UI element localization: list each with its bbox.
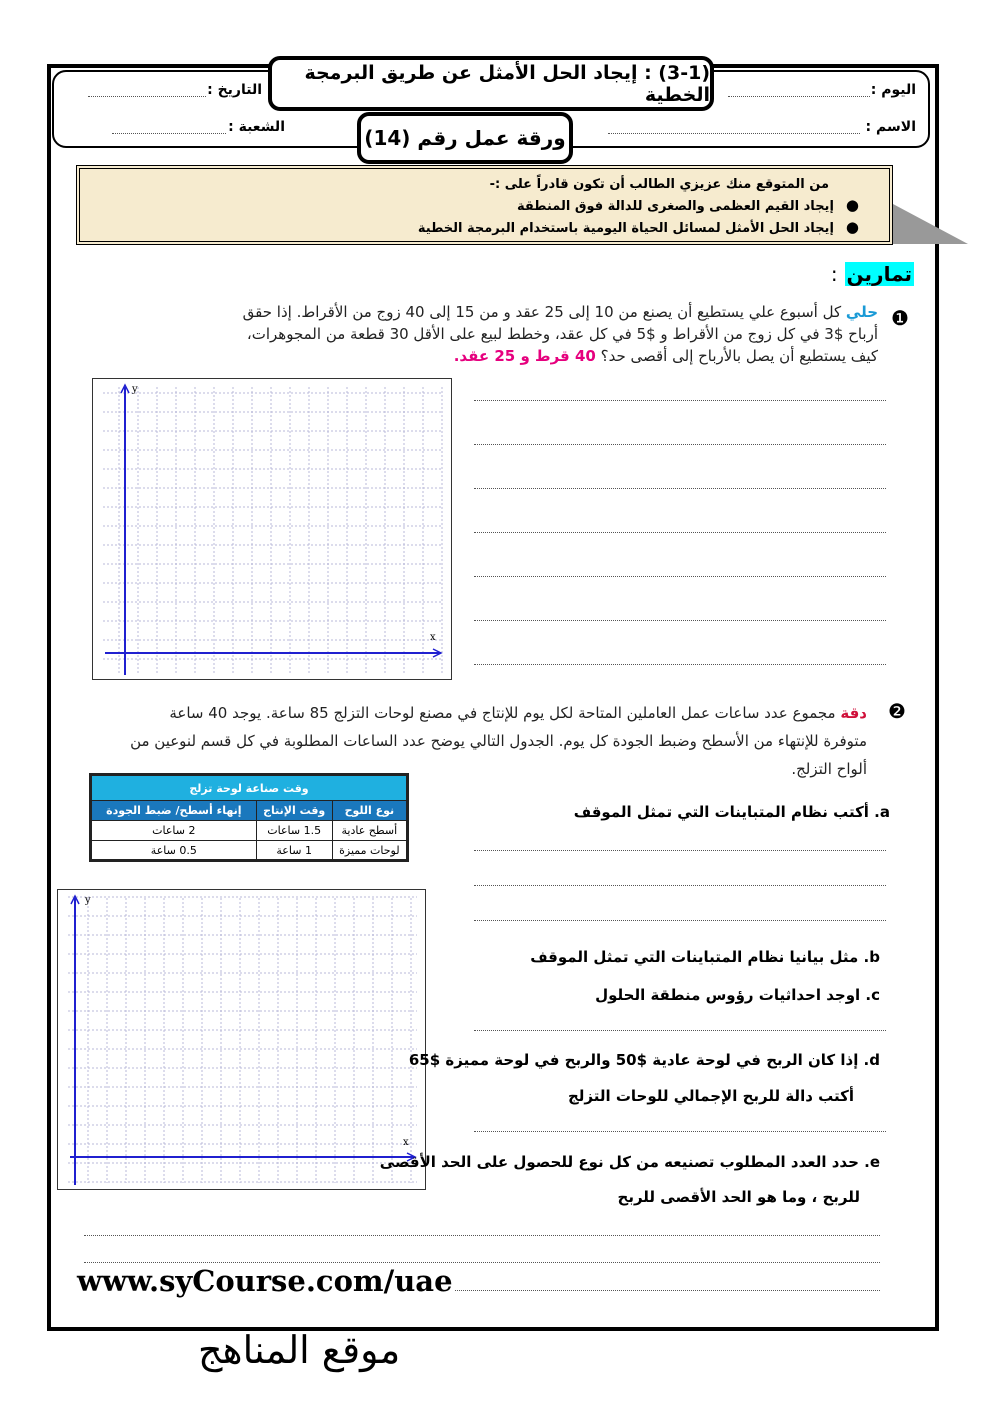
day-field[interactable] <box>728 96 870 97</box>
problem-1-text <box>243 301 878 367</box>
x-axis-label: x <box>403 1137 409 1148</box>
problem-2-tag: دقة <box>840 704 867 722</box>
problem-2-text <box>130 699 867 783</box>
production-time-table <box>89 773 409 862</box>
table-cell: لوحات مميزة <box>332 841 407 861</box>
objectives-intro: من المتوقع منك عزيزي الطالب أن تكون قادراً على :- <box>489 177 829 192</box>
section-label: الشعبة : <box>228 119 285 135</box>
lesson-title: (3-1) : إيجاد الحل الأمثل عن طريق البرمجة الخطية <box>268 56 714 111</box>
question-a: a. أكتب نظام المتباينات التي تمثل الموقف <box>573 803 890 821</box>
exercises-heading: تمارين <box>846 262 912 286</box>
question-e-line2: للربح ، وما هو الحد الأقصى للربح <box>617 1188 860 1206</box>
question-d-line2: أكتب دالة للربح الإجمالي للوحات التزلج <box>567 1087 854 1105</box>
objectives-box <box>76 165 893 245</box>
question-d: d. إذا كان الربح في لوحة عادية $50 والربح في لوحة مميزة $65 <box>408 1051 880 1069</box>
table-header: إنهاء أسطح/ ضبط الجودة <box>91 801 257 821</box>
worksheet-number: ورقة عمل رقم (14) <box>357 112 573 164</box>
site-url[interactable]: www.syCourse.com/uae <box>77 1264 453 1298</box>
table-cell: 2 ساعات <box>91 821 257 841</box>
objective-item: ● إيجاد الحل الأمثل لمسائل الحياة اليومية باستخدام البرمجة الخطية <box>80 217 859 239</box>
problem-2-line: متوفرة للإنتهاء من الأسطح وضبط الجودة كل يوم. الجدول التالي يوضح عدد الساعات المطلوبة في كل قسم لنوعين من <box>130 732 867 750</box>
problem-1-line: كيف يستطيع أن يصل بالأرباح إلى أقصى حد؟ <box>600 347 878 365</box>
problem-1-number: ❶ <box>891 306 909 330</box>
table-row <box>91 841 408 861</box>
day-label: اليوم : <box>870 82 916 98</box>
table-cell: 1.5 ساعات <box>256 821 332 841</box>
problem-2-number: ❷ <box>888 699 906 723</box>
objective-item: ● إيجاد القيم العظمى والصغرى للدالة فوق المنطقة <box>80 195 859 217</box>
y-axis-label: y <box>132 384 138 395</box>
y-axis-label: y <box>85 895 91 906</box>
table-cell: 1 ساعة <box>256 841 332 861</box>
site-name: موقع المناهج <box>198 1328 401 1372</box>
table-header: وقت الإنتاج <box>256 801 332 821</box>
problem-1-tag: حلي <box>845 303 878 321</box>
question-b: b. مثل بيانيا نظام المتباينات التي تمثل الموقف <box>530 948 880 966</box>
problem-2-line: ألواح التزلج. <box>791 760 867 778</box>
section-field[interactable] <box>112 133 226 134</box>
objectives-shadow <box>893 204 968 244</box>
graph-grid-1[interactable] <box>92 378 452 680</box>
problem-1-answer: 40 قرط و 25 عقد. <box>453 347 596 365</box>
table-cell: 0.5 ساعة <box>91 841 257 861</box>
table-row <box>91 821 408 841</box>
name-field[interactable] <box>608 133 860 134</box>
table-title: وقت صناعة لوحة تزلج <box>91 775 408 801</box>
problem-1-line: أرباح $3 في كل زوج من الأقراط و $5 في كل عقد، وخطط لبيع على الأقل 30 قطعة من المجوهرات، <box>246 325 878 343</box>
question-c: c. اوجد احداثيات رؤوس منطقة الحلول <box>595 986 880 1004</box>
table-header: نوع اللوح <box>332 801 407 821</box>
x-axis-label: x <box>430 632 436 643</box>
name-label: الاسم : <box>865 119 916 135</box>
question-e: e. حدد العدد المطلوب تصنيعه من كل نوع للحصول على الحد الأقصى <box>379 1153 880 1171</box>
graph-grid-2[interactable] <box>57 889 426 1190</box>
table-cell: أسطح عادية <box>332 821 407 841</box>
problem-2-line: مجموع عدد ساعات عمل العاملين المتاحة لكل يوم للإنتاج في مصنع لوحات التزلج 85 ساعة. يوجد 40 ساعة <box>169 704 836 722</box>
problem-1-line: كل أسبوع علي يستطيع أن يصنع من 10 إلى 25 عقد و من 15 إلى 40 زوج من الأقراط. إذا حقق <box>242 303 842 321</box>
date-field[interactable] <box>88 96 206 97</box>
date-label: التاريخ : <box>207 82 262 98</box>
exercises-colon: : <box>830 262 838 286</box>
